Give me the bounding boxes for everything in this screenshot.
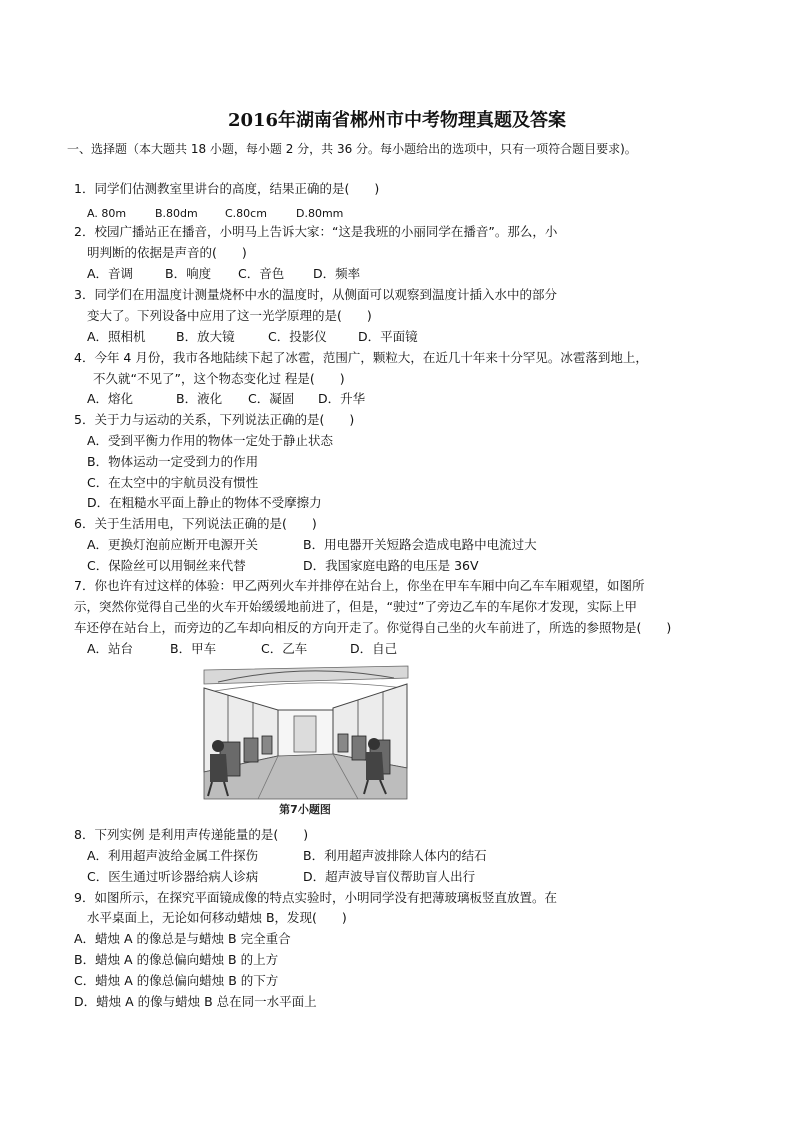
q7-option-c: C．乙车 [261,641,308,656]
question-7-line-2: 示，突然你觉得自己坐的火车开始缓缓地前进了，但是，“驶过”了旁边乙车的车尾你才发现，实际上甲 [74,599,637,614]
question-4-line-2: 不久就“不见了”，这个物态变化过 程是( ) [93,371,345,386]
q8-option-d: D．超声波导盲仪帮助盲人出行 [303,869,476,884]
q1-option-a: A. 80m [87,207,127,220]
q1-option-b: B.80dm [155,207,198,220]
q1-option-c: C.80cm [225,207,267,220]
q9-option-d: D．蜡烛 A 的像与蜡烛 B 总在同一水平面上 [74,994,317,1009]
q3-option-a: A．照相机 [87,329,146,344]
question-6-stem: 6．关于生活用电，下列说法正确的是( ) [74,516,317,531]
figure-caption: 第7小题图 [279,803,331,816]
q9-option-b: B．蜡烛 A 的像总偏向蜡烛 B 的上方 [74,952,279,967]
q6-option-d: D．我国家庭电路的电压是 36V [303,558,479,573]
q5-option-a: A．受到平衡力作用的物体一定处于静止状态 [87,433,334,448]
q7-option-a: A．站台 [87,641,134,656]
question-1-stem: 1．同学们估测教室里讲台的高度，结果正确的是( ) [74,181,380,196]
question-9-line-2: 水平桌面上，无论如何移动蜡烛 B，发现( ) [87,910,347,925]
train-interior-figure [198,664,413,816]
question-8-stem: 8．下列实例 是利用声传递能量的是( ) [74,827,309,842]
q4-option-d: D．升华 [318,391,366,406]
q8-option-b: B．利用超声波排除人体内的结石 [303,848,487,863]
q6-option-b: B．用电器开关短路会造成电路中电流过大 [303,537,537,552]
q5-option-d: D．在粗糙水平面上静止的物体不受摩擦力 [87,495,322,510]
q2-option-a: A．音调 [87,266,134,281]
q5-option-c: C．在太空中的宇航员没有惯性 [87,475,259,490]
page-title: 2016年湖南省郴州市中考物理真题及答案 [227,110,567,131]
question-9-line-1: 9．如图所示，在探究平面镜成像的特点实验时，小明同学没有把薄玻璃板竖直放置。在 [74,890,557,905]
q4-option-c: C．凝固 [248,391,295,406]
q7-option-d: D．自己 [350,641,398,656]
q6-option-a: A．更换灯泡前应断开电源开关 [87,537,259,552]
question-2-line-1: 2．校园广播站正在播音，小明马上告诉大家：“这是我班的小丽同学在播音”。那么，小 [74,224,558,239]
question-3-line-1: 3．同学们在用温度计测量烧杯中水的温度时，从侧面可以观察到温度计插入水中的部分 [74,287,557,302]
q3-option-d: D．平面镜 [358,329,418,344]
q8-option-c: C．医生通过听诊器给病人诊病 [87,869,259,884]
q9-option-a: A．蜡烛 A 的像总是与蜡烛 B 完全重合 [74,931,291,946]
q2-option-d: D．频率 [313,266,361,281]
question-3-line-2: 变大了。下列设备中应用了这一光学原理的是( ) [87,308,372,323]
q5-option-b: B．物体运动一定受到力的作用 [87,454,259,469]
q6-option-c: C．保险丝可以用铜丝来代替 [87,558,246,573]
question-7-line-1: 7．你也许有过这样的体验：甲乙两列火车并排停在站台上，你坐在甲车车厢中向乙车车厢观望，如图所 [74,578,645,593]
q3-option-c: C．投影仪 [268,329,327,344]
q2-option-b: B．响度 [165,266,212,281]
q1-option-d: D.80mm [296,207,344,220]
q3-option-b: B．放大镜 [176,329,235,344]
q7-option-b: B．甲车 [170,641,217,656]
section-heading: 一、选择题（本大题共 18 小题，每小题 2 分，共 36 分。每小题给出的选项中，只有一项符合题目要求)。 [67,142,637,156]
q4-option-b: B．液化 [176,391,223,406]
question-7-line-3: 车还停在站台上，而旁边的乙车却向相反的方向开走了。你觉得自己坐的火车前进了，所选的参照物是( ) [74,620,672,635]
question-2-line-2: 明判断的依据是声音的( ) [87,245,247,260]
q4-option-a: A．熔化 [87,391,134,406]
q8-option-a: A．利用超声波给金属工件探伤 [87,848,259,863]
question-4-line-1: 4．今年 4 月份，我市各地陆续下起了冰雹，范围广，颗粒大，在近几十年来十分罕见。冰雹落到地上， [74,350,648,365]
q9-option-c: C．蜡烛 A 的像总偏向蜡烛 B 的下方 [74,973,279,988]
question-5-stem: 5．关于力与运动的关系，下列说法正确的是( ) [74,412,355,427]
q2-option-c: C．音色 [238,266,285,281]
train-interior-illustration [198,664,413,816]
